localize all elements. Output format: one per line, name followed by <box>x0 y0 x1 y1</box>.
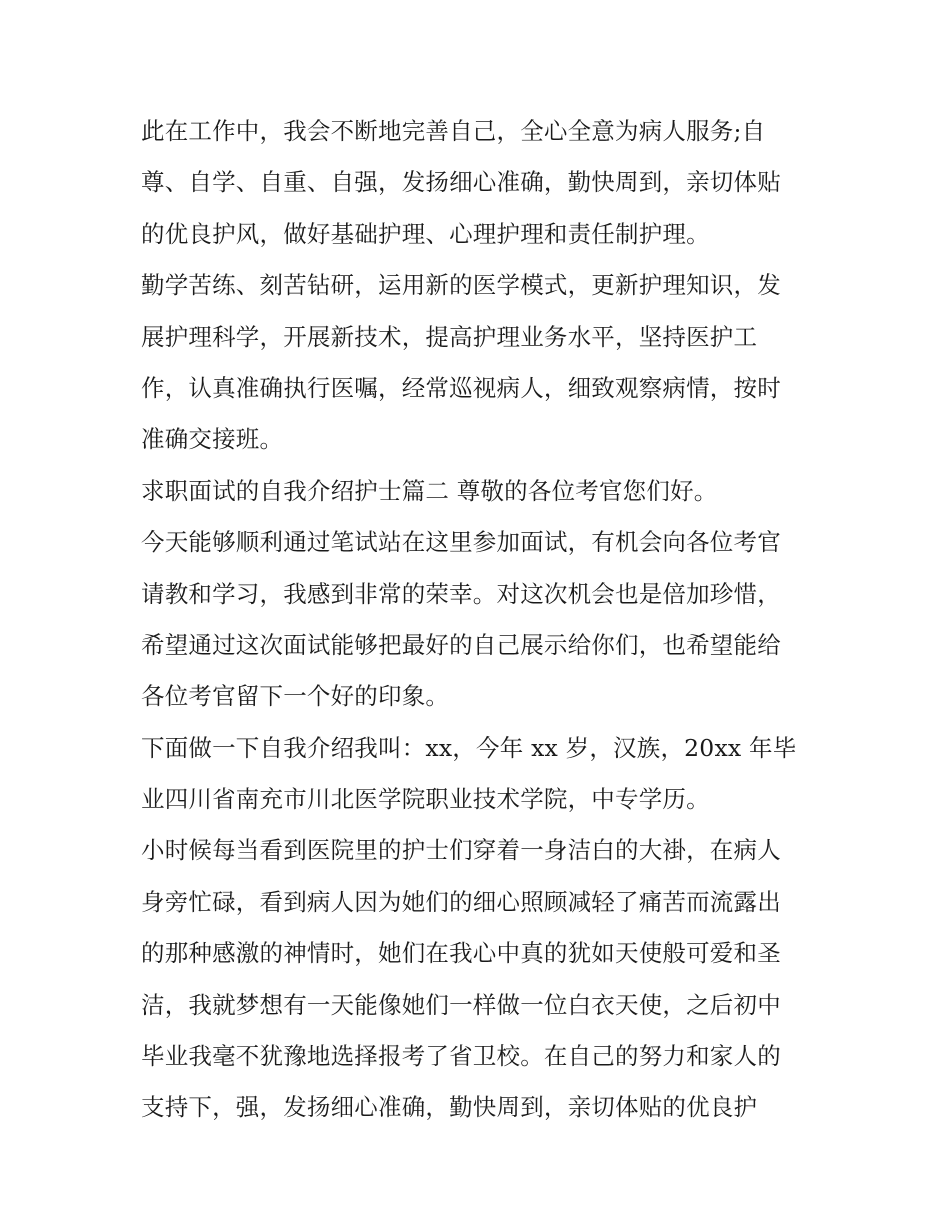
text-line: 准确交接班。 <box>141 425 284 454</box>
text-line: 作，认真准确执行医嘱，经常巡视病人，细致观察病情，按时 <box>141 373 781 402</box>
text-line: 支持下，强，发扬细心准确，勤快周到，亲切体贴的优良护 <box>141 1093 758 1122</box>
text-line: 下面做一下自我介绍我叫：xx，今年 xx 岁，汉族，20xx 年毕 <box>141 733 797 762</box>
text-line: 尊、自学、自重、自强，发扬细心准确，勤快周到，亲切体贴 <box>141 168 781 197</box>
text-line: 的优良护风，做好基础护理、心理护理和责任制护理。 <box>141 219 710 248</box>
text-line: 身旁忙碌，看到病人因为她们的细心照顾减轻了痛苦而流露出 <box>141 887 781 916</box>
text-line: 希望通过这次面试能够把最好的自己展示给你们，也希望能给 <box>141 630 781 659</box>
text-line: 毕业我毫不犹豫地选择报考了省卫校。在自己的努力和家人的 <box>141 1042 781 1071</box>
text-line: 此在工作中，我会不断地完善自己，全心全意为病人服务;自 <box>141 117 766 145</box>
text-line: 各位考官留下一个好的印象。 <box>141 682 450 711</box>
text-line: 业四川省南充市川北医学院职业技术学院，中专学历。 <box>141 785 710 814</box>
text-line: 洁，我就梦想有一天能像她们一样做一位白衣天使，之后初中 <box>141 990 781 1019</box>
text-line: 求职面试的自我介绍护士篇二 尊敬的各位考官您们好。 <box>141 476 718 505</box>
document-body <box>141 108 821 1136</box>
text-line: 今天能够顺利通过笔试站在这里参加面试，有机会向各位考官 <box>141 528 781 557</box>
text-line: 小时候每当看到医院里的护士们穿着一身洁白的大褂，在病人 <box>141 836 781 865</box>
text-line: 勤学苦练、刻苦钻研，运用新的医学模式，更新护理知识，发 <box>141 271 781 300</box>
text-line: 的那种感激的神情时，她们在我心中真的犹如天使般可爱和圣 <box>141 939 781 968</box>
text-line: 请教和学习，我感到非常的荣幸。对这次机会也是倍加珍惜， <box>141 579 781 608</box>
text-line: 展护理科学，开展新技术，提高护理业务水平，坚持医护工 <box>141 322 758 351</box>
